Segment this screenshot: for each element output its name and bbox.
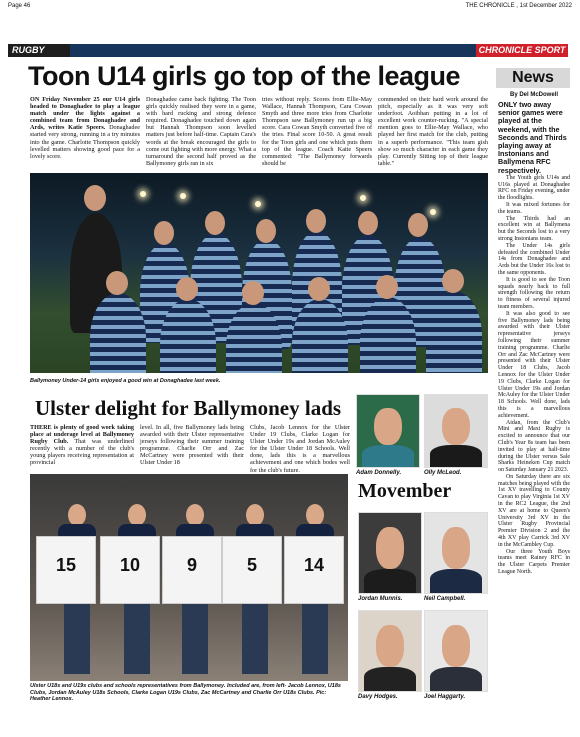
jersey: 5 bbox=[222, 536, 282, 604]
news-paragraph: The Under 14s girls defeated the combined Under 14s from Donaghadee and Ards but the Under 16s lost to the same opponents. bbox=[498, 242, 570, 276]
mugshot-caption: Jordan Munnis. bbox=[358, 596, 403, 602]
main-headline: Toon U14 girls go top of the league bbox=[28, 61, 461, 91]
article1-col2: Donaghadee came back fighting. The Toon girls quickly realised they were in a game, with hard rucking and strong defence required. Donaghadee touched down again but Hannah Thompson soon levelled matters just before half-time. Captain Cara's words at the break encouraged the girls to come out fighting with more energy. What a turnaround the second half proved as the Ballymoney girls ran in six bbox=[146, 96, 256, 167]
article2-col3: Clubs, Jacob Lennox for the Ulster Under 19 Clubs, Clarke Logan for Ulster Under 19s and Jordan McAuley for the Ulster Under 18 Schools. Well done, lads this is a marvellous achievement and one which bodes well for the club's future. bbox=[250, 424, 350, 474]
mugshot-photo bbox=[356, 394, 420, 468]
page-header bbox=[8, 3, 572, 13]
news-paragraph: Aidan, from the Club's Mini and Maxi Rugby is excited to announce that our Club's Year 8s team has been invited to play at half-time during the Ulster versus Sale Sharks Heineken Cup match on Saturday January 21 2023. bbox=[498, 419, 570, 474]
article1-lead: ON Friday November 25 our U14 girls headed to Donaghadee to play a league match under the lights against a combined team from Donaghadee and Ards, writes Katie Speers. bbox=[30, 96, 140, 132]
section-label: RUGBY bbox=[8, 44, 70, 57]
news-paragraph: The Youth girls U14s and U16s played at Donaghadee RFC on Friday evening, under the floodlights. bbox=[498, 174, 570, 202]
team-photo-girls bbox=[30, 173, 488, 373]
article1-col4: commended on their hard work around the pitch, especially as it was very soft underfoot. Aoibhan putting in a lot of excellent work counter-rucking. "A special mention goes to Ellie-May Wallace, who played her first match for the club, putting in a superb performance. "This team gish show so much character in each game they play. Currently Sitting top of their league table." bbox=[378, 96, 488, 167]
jersey: 9 bbox=[162, 536, 222, 604]
mugshot-caption: Davy Hodges. bbox=[358, 694, 398, 700]
mugshot-photo bbox=[424, 394, 488, 468]
article1-col1 bbox=[30, 96, 140, 160]
photo-caption-girls: Ballymoney Under-14 girls enjoyed a good win at Donaghadee last week. bbox=[30, 378, 221, 384]
news-paragraph: It was also good to see five Ballymoney lads being awarded with their Ulster representative jerseys following their summer training programme. Charlie Orr and Zac McCartney were presented with their Ulster Under 18 Clubs, Jacob Lennox for the Ulster Under 19 Clubs, Clarke Logan for Ulster Under 19s and Jordan McAuley for the Ulster Under 18 Schools. Well done, lads this is a marvellous achievement. bbox=[498, 310, 570, 419]
section-band bbox=[8, 44, 568, 57]
article2-col2: level. In all, five Ballymoney lads being awarded with their Ulster representative jerseys following their summer training programme. Charlie Orr and Zac McCartney were presented with their Ulster Under 18 bbox=[140, 424, 244, 467]
mugshot-caption: Olly McLeod. bbox=[424, 470, 462, 476]
issue-date: THE CHRONICLE , 1st December 2022 bbox=[465, 3, 572, 9]
news-paragraph: On Saturday there are six matches being played with the 1st XV travelling to County Cavan to play Virginia 1st XV in the RC2 League, the 2nd XV are at home to Queen's University 3rd XV in the Ulster Rugby Provincial Premier Division 2 and the 4th XV play Carrick 3rd XV in the McCambley Cup. bbox=[498, 473, 570, 548]
article2-headline: Ulster delight for Ballymoney lads bbox=[35, 396, 342, 420]
mugshot-caption: Adam Donnelly. bbox=[356, 470, 402, 476]
photo-caption-boys: Ulster U18s and U19s clubs and schools representatives from Ballymoney. Included are, from left- Jacob Lennox, U18s Clubs, Jordan McAuley U18s Schools, Clarke Logan U19s Clubs, Zac McCartney and Charlie Orr U18s Clubs. Pic: Heather Lennox. bbox=[30, 683, 341, 702]
news-byline: By Del McDowell bbox=[509, 92, 558, 98]
news-heading: News bbox=[496, 68, 570, 88]
article2-col1 bbox=[30, 424, 134, 467]
jersey: 10 bbox=[100, 536, 160, 604]
news-paragraph: Our three Youth Boys teams meet Rainey RFC in the Ulster Carpets Premier League North. bbox=[498, 548, 570, 576]
article1-col1-rest: Donaghadee started very strong, running in a try minutes into the game. Charlotte Thompson quickly levelled matters showing good pace for a lovely score. bbox=[30, 124, 140, 160]
mugshot-photo bbox=[424, 512, 488, 594]
jersey: 14 bbox=[284, 536, 344, 604]
article2-lead: THERE is plenty of good work taking place at underage level at Ballymoney Rugby Club. bbox=[30, 424, 134, 446]
sport-logo: CHRONICLE SPORT bbox=[476, 44, 568, 57]
movember-title: Movember bbox=[358, 480, 452, 502]
mugshot-photo bbox=[424, 610, 488, 692]
team-photo-boys bbox=[30, 474, 348, 681]
page-number: Page 46 bbox=[8, 3, 31, 9]
news-paragraph: The Thirds had an excellent win at Ballymena but the Seconds lost to a very strong Instonians team. bbox=[498, 215, 570, 242]
mugshot-caption: Neil Campbell. bbox=[424, 596, 466, 602]
article2-col1-rest: That was underlined recently with a number of the club's young players receiving representation at provincial bbox=[30, 438, 135, 467]
mugshot-caption: Joel Haggarty. bbox=[424, 694, 466, 700]
mugshot-photo bbox=[358, 512, 422, 594]
news-paragraph: It is good to see the Toon squads nearly back to full strength following the return to fitness of several injured team members. bbox=[498, 276, 570, 310]
news-paragraph: It was mixed fortunes for the teams. bbox=[498, 202, 570, 215]
mugshot-photo bbox=[358, 610, 422, 692]
news-lead: ONLY two away senior games were played at the weekend, with the Seconds and Thirds playing away at Instonians and Ballymena RFC respectively. bbox=[498, 100, 567, 175]
jersey: 15 bbox=[36, 536, 96, 604]
article1-col3: tries without reply. Scores from Ellie-May Wallace, Hannah Thompson, Cara Cowan Smyth and three more tries from Charlotte Thompson saw Ballymoney run up a big score. Cara Cowan Smyth converted five of the tries. Final score 10-50. A great result for the Toon girls and one which puts them top of the league. Coach Katie Speers commented: "The Ballymoney forwards should be bbox=[262, 96, 372, 167]
news-column bbox=[498, 92, 570, 576]
